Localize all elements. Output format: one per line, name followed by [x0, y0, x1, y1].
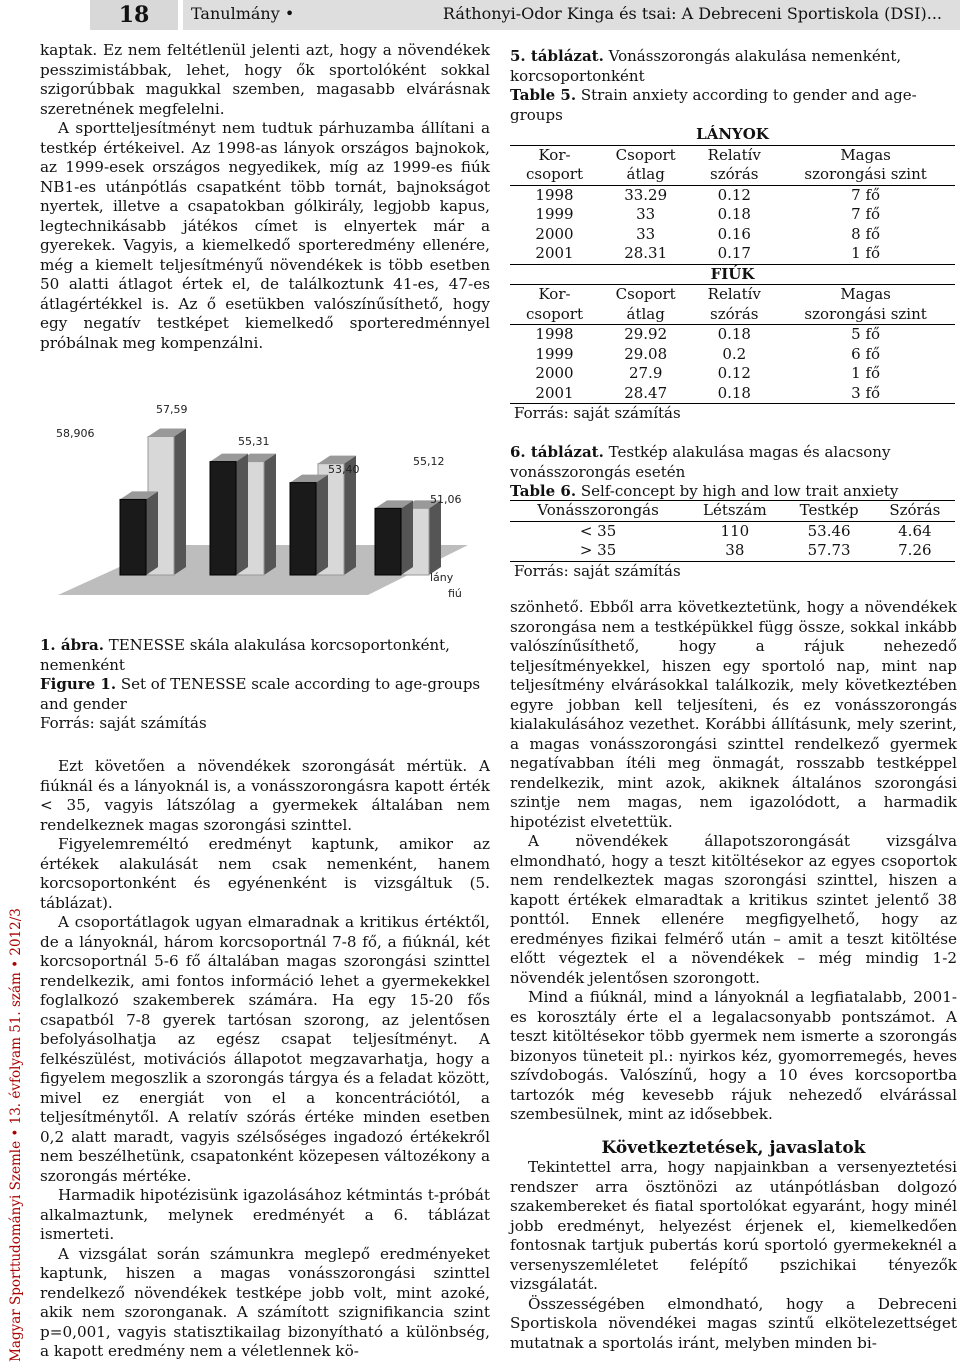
paragraph: Figyelemreméltó eredményt kaptunk, amikor az értékek alakulását nem csak nemenként, hanem korcsoportonként és egyénenként is vizsgáltuk (5. táblázat).	[40, 835, 490, 912]
section-heading: Következtetések, javaslatok	[601, 1137, 866, 1158]
table-cell: 7.26	[875, 541, 955, 561]
paragraph: szönhető. Ebből arra következtetünk, hogy a növendékek szorongása nem a testképükkel függ össze, sokkal inkább valószínűsíthető, hogy a rájuk nehezedő teljesítményekkel, hiszen egy sportoló nap, mint nap teljesítmény elvárásokkal találkozik, mely következtében egyre jobban kell teljesíteni, és ez vonásszorongás kialakulásához vezethet. Korábbi állításunk, mely szerint, a magas vonásszorongási szinttel rendelkező gyermek negatívabban ítéli meg önmagát, rosszabb testképpel rendelkezik, mint azok, akiknek általános szorongási szintje nem magas, nem igazolódott, a harmadik hipotézist elvetettük.	[510, 598, 957, 831]
table-row	[510, 501, 955, 522]
table-cell: 7 fő	[851, 185, 881, 204]
table-row	[510, 364, 955, 384]
table6-en-text: Self-concept by high and low trait anxiety	[580, 482, 899, 500]
table-cell: 2000	[535, 364, 574, 382]
table-cell: 5 fő	[851, 325, 881, 343]
table-cell: 0.2	[722, 344, 747, 363]
table-header-cell: szórás	[692, 305, 776, 325]
spine-text: Magyar Sporttudományi Szemle • 13. évfolyam 51. szám • 2012/3	[8, 907, 24, 1362]
table-header-cell: szorongási szint	[776, 305, 955, 325]
figure1-hu-text: TENESSE skála alakulása korcsoportonként, nemenként	[40, 636, 450, 674]
paragraph: A növendékek állapotszorongását vizsgálva elmondható, hogy a teszt kitöltésekor az egyes csoportok nem rendelkeztek magas szorongási szinttel, hiszen a kapott értékek elmaradtak a kritikus szintet jelentő 38 ponttól. Ennek ellenére megfigyelhető, hogy az eredményes fizikai felmérő után – amit a teszt kitöltése előtt végeztek el a növendékek – még mindig 1-2 növendék jelentősen szorongott.	[510, 832, 957, 987]
header-section: Tanulmány •	[191, 4, 295, 23]
table-cell: 1998	[535, 325, 574, 343]
table-cell: 33.29	[624, 185, 668, 204]
table-header-cell: Csoport	[615, 145, 676, 164]
bar-series-lany-1999	[210, 462, 236, 575]
bar-series-fiu-1998-side	[174, 429, 186, 575]
table-cell: 1998	[535, 185, 574, 204]
table6-caption	[510, 443, 955, 502]
table-row	[510, 264, 955, 285]
table-row	[510, 561, 955, 581]
table-row	[510, 404, 955, 424]
table-cell: 33	[636, 224, 656, 243]
table-row	[510, 244, 955, 264]
table-cell: 0.16	[717, 224, 751, 243]
table-header-cell: átlag	[599, 305, 692, 325]
figure1-source: Forrás: saját számítás	[40, 714, 207, 732]
table-row	[510, 205, 955, 225]
table-cell: 6 fő	[851, 344, 881, 363]
table-cell: 2000	[535, 224, 574, 243]
table-cell: 2001	[510, 384, 599, 404]
table-row	[510, 325, 955, 345]
table-cell: 7 fő	[851, 205, 881, 223]
table-row	[510, 345, 955, 365]
table-section-title: LÁNYOK	[510, 125, 955, 145]
table6	[510, 500, 955, 581]
table-row	[510, 185, 955, 205]
table-header-cell: Relatív	[707, 145, 761, 164]
table-cell: < 35	[579, 521, 617, 540]
figure1-en-label: Figure 1.	[40, 675, 117, 693]
bar-series-fiu-1999-side	[264, 454, 276, 575]
page-number: 18	[90, 0, 178, 30]
table-header-cell: szorongási szint	[776, 165, 955, 185]
bar-series-lany-1998-side	[146, 491, 158, 575]
table-cell: 0.12	[717, 185, 751, 204]
chart-data-label: 53,40	[328, 463, 360, 476]
table-cell: 2001	[510, 244, 599, 264]
table5-source: Forrás: saját számítás	[514, 404, 681, 422]
table-cell: 0.18	[692, 384, 776, 404]
table-header-cell: Vonásszorongás	[510, 501, 686, 522]
table-header-cell: Relatív	[707, 285, 761, 303]
table5	[510, 125, 955, 424]
table-cell: 0.18	[717, 205, 751, 223]
figure1-caption	[40, 636, 492, 734]
table6-source: Forrás: saját számítás	[514, 561, 681, 580]
table-cell: 29.08	[624, 344, 668, 363]
chart-data-label: 57,59	[156, 403, 188, 416]
table-row	[510, 285, 955, 305]
table-row	[510, 521, 955, 541]
paragraph: Harmadik hipotézisünk igazolásához kétmintás t-próbát alkalmaztunk, melynek eredményét a 6. táblázat ismerteti.	[40, 1186, 490, 1243]
table-row	[510, 305, 955, 325]
bar-series-fiu-2001-side	[429, 500, 441, 575]
table5-hu-text: Vonásszorongás alakulása nemenként, korcsoportonként	[510, 47, 902, 85]
running-header	[38, 0, 960, 30]
chart-data-label: 55,12	[413, 455, 445, 468]
table-row	[510, 125, 955, 145]
table-cell: 29.92	[624, 325, 668, 343]
table-cell: 3 fő	[776, 384, 955, 404]
paragraph: A sportteljesítményt nem tudtuk párhuzamba állítani a testkép értékeivel. Az 1998-as lányok országos bajnokok, az 1999-esek országos negyedikek, míg az 1999-es fiúk NB1-es utánpótlás csapatként több tornát, bajnokságot nyertek, illetve a csapatokban gólkirály, legjobb kapus, legtechnikásabb játékos címet is elnyertek már a gyerekek. Vagyis, a kiemelkedő sporteredmény ellenére, még a kiemelt teljesítményű növendékek is több esetben 50 alatti átlagot értek el, de találkoztunk 41-es, 47-es átlagértékkel is. Az ő esetükben valószínűsíthető, hogy egy negatív testképet kiemelkedő sporteredménnyel próbálnak meg kompenzálni.	[40, 119, 490, 352]
bar-series-lany-2001	[375, 508, 401, 575]
table-row	[510, 541, 955, 561]
figure1-hu-label: 1. ábra.	[40, 636, 104, 654]
table-cell: 38	[686, 541, 783, 561]
table-cell: > 35	[510, 541, 686, 561]
table-cell: 27.9	[628, 364, 663, 382]
table-cell: 33	[636, 205, 656, 223]
paragraph: Mind a fiúknál, mind a lányoknál a legfiatalabb, 2001-es korosztály érte el a legalacsonyabb pontszámot. A teszt kitöltésekor több gyermek nem ismerte a szorongás bizonyos tüneteit pl.: nyirkos kéz, gyomorremegés, heves szívdobogás. Valószínű, hogy a 10 éves korcsoportba tartozók még kevesebb rájuk nehezedő elvárással szembesülnek, mint az idősebbek.	[510, 988, 957, 1123]
paragraph: A vizsgálat során számunkra meglepő eredményeket kaptunk, hiszen a magas vonásszorongási szinttel rendelkező növendékek testképe jobb volt, mint azoké, akik nem szoronganak. A számított szignifikancia szint p=0,001, vagyis statisztikailag bizonyítható a különbség, a kapott eredmény nem a véletlennek kö-	[40, 1244, 490, 1360]
table-cell: 0.18	[717, 325, 751, 343]
left-column-top	[40, 41, 490, 353]
table-header-cell: Magas	[840, 145, 891, 164]
header-running-title: Ráthonyi-Odor Kinga és tsai: A Debreceni Sportiskola (DSI)...	[442, 4, 942, 23]
table-header-cell: Kor-	[538, 145, 571, 164]
table-header-cell: átlag	[599, 165, 692, 185]
table-row	[510, 225, 955, 245]
chart-legend-label: lány	[430, 571, 454, 584]
table-cell: 1999	[535, 344, 574, 363]
table-header-cell: Testkép	[784, 501, 875, 522]
table5-hu-label: 5. táblázat.	[510, 47, 604, 65]
paragraph: Tekintettel arra, hogy napjainkban a versenyeztetési rendszer arra ösztönözi az utánpótlásban dolgozó szakembereket és fiatal sportolókat egyaránt, hogy minél jobb eredményt, helyezést érjenek el, kiemelkedően fontosnak tartjuk pubertás korú sportoló gyermekeknél a versenyszemléletet felépítő pszichikai tényezők vizsgálatát.	[510, 1158, 957, 1293]
table-header-cell: Magas	[840, 285, 891, 303]
bar-series-lany-2000-side	[316, 475, 328, 575]
table5-en-label: Table 5.	[510, 86, 577, 104]
bar-series-lany-2001-side	[401, 500, 413, 575]
table-cell: 0.12	[717, 364, 751, 382]
chart-legend-label: fiú	[448, 587, 462, 600]
table6-hu-text: Testkép alakulása magas és alacsony vonásszorongás esetén	[510, 443, 891, 481]
left-column-bottom	[40, 757, 490, 1362]
table-header-cell: Csoport	[615, 285, 676, 303]
table-header-cell: Szórás	[875, 501, 955, 522]
paragraph: Összességében elmondható, hogy a Debreceni Sportiskola növendékei magas szintű elkötelezettséget mutatnak a sportolás iránt, melyben minden bi-	[510, 1294, 957, 1352]
table-cell: 110	[720, 521, 750, 540]
table6-en-label: Table 6.	[510, 482, 577, 500]
chart-data-label: 55,31	[238, 435, 270, 448]
table-cell: 0.17	[692, 244, 776, 264]
table-cell: 57.73	[784, 541, 875, 561]
table-row	[510, 145, 955, 165]
table-cell: 1 fő	[851, 364, 881, 382]
figure1-bar-chart	[38, 395, 498, 625]
table5-caption	[510, 47, 955, 125]
paragraph: A csoportátlagok ugyan elmaradnak a kritikus értéktől, de a lányoknál, három korcsoportnál 7-8 fő, a fiúknál, két korcsoportnál 5-6 fő általában magas szorongási szinttel rendelkezik, ami fontos információ lehet a gyermekekkel foglalkozó szakemberek számára. Ha egy 15-20 fős csapatból 7-8 gyerek tartósan szorong, az jelentősen befolyásolhatja az egész csapat teljesítményt. A felkészülést, motivációs állapotot megzavarhatja, hogy a figyelem megoszlik a szorongás tárgya és a feladat között, mivel ez energiát von el a koncentrációtól, a teljesítménytől. A relatív szórás értéke minden esetben 0,2 alatt maradt, vagyis szélsőséges ingadozó értékekről nem beszélhetünk, csapatonként közepesen változékony a szorongás mértéke.	[40, 913, 490, 1185]
table-cell: 4.64	[898, 521, 932, 540]
table-cell: 28.47	[599, 384, 692, 404]
chart-data-label: 58,906	[56, 427, 95, 440]
table-header-cell: Létszám	[686, 501, 783, 522]
table-cell: 8 fő	[851, 224, 881, 243]
paragraph: kaptak. Ez nem feltétlenül jelenti azt, hogy a növendékek pesszimistábbak, lehet, hogy ők sportolóként sokkal szigorúbbak magukkal szemben, magasabb elvárásnak szeretnének megfelelni.	[40, 41, 490, 118]
bar-series-lany-1999-side	[236, 454, 248, 575]
table-header-cell: csoport	[510, 165, 599, 185]
paragraph: Ezt követően a növendékek szorongását mértük. A fiúknál és a lányoknál is, a vonásszorongásra kapott érték < 35, vagyis látszólag a gyermekek általában nem rendelkeznek magas szorongási szinttel.	[40, 757, 490, 834]
figure1-en-text: Set of TENESSE scale according to age-groups and gender	[40, 675, 481, 713]
table-header-cell: csoport	[510, 305, 599, 325]
table-cell: 1999	[535, 205, 574, 223]
journal-spine	[2, 900, 30, 1369]
table-cell: 53.46	[807, 521, 851, 540]
chart-data-label: 51,06	[430, 493, 462, 506]
bar-series-lany-1998	[120, 499, 146, 575]
table5-en-text: Strain anxiety according to gender and age-groups	[510, 86, 917, 124]
table-cell: 1 fő	[776, 244, 955, 264]
table-row	[510, 384, 955, 404]
table-header-cell: szórás	[692, 165, 776, 185]
table-section-title: FIÚK	[510, 264, 955, 285]
bar-series-lany-2000	[290, 483, 316, 575]
table-cell: 28.31	[599, 244, 692, 264]
table-row	[510, 165, 955, 185]
table-header-cell: Kor-	[538, 285, 571, 303]
right-column-text	[510, 598, 957, 1353]
table6-hu-label: 6. táblázat.	[510, 443, 604, 461]
